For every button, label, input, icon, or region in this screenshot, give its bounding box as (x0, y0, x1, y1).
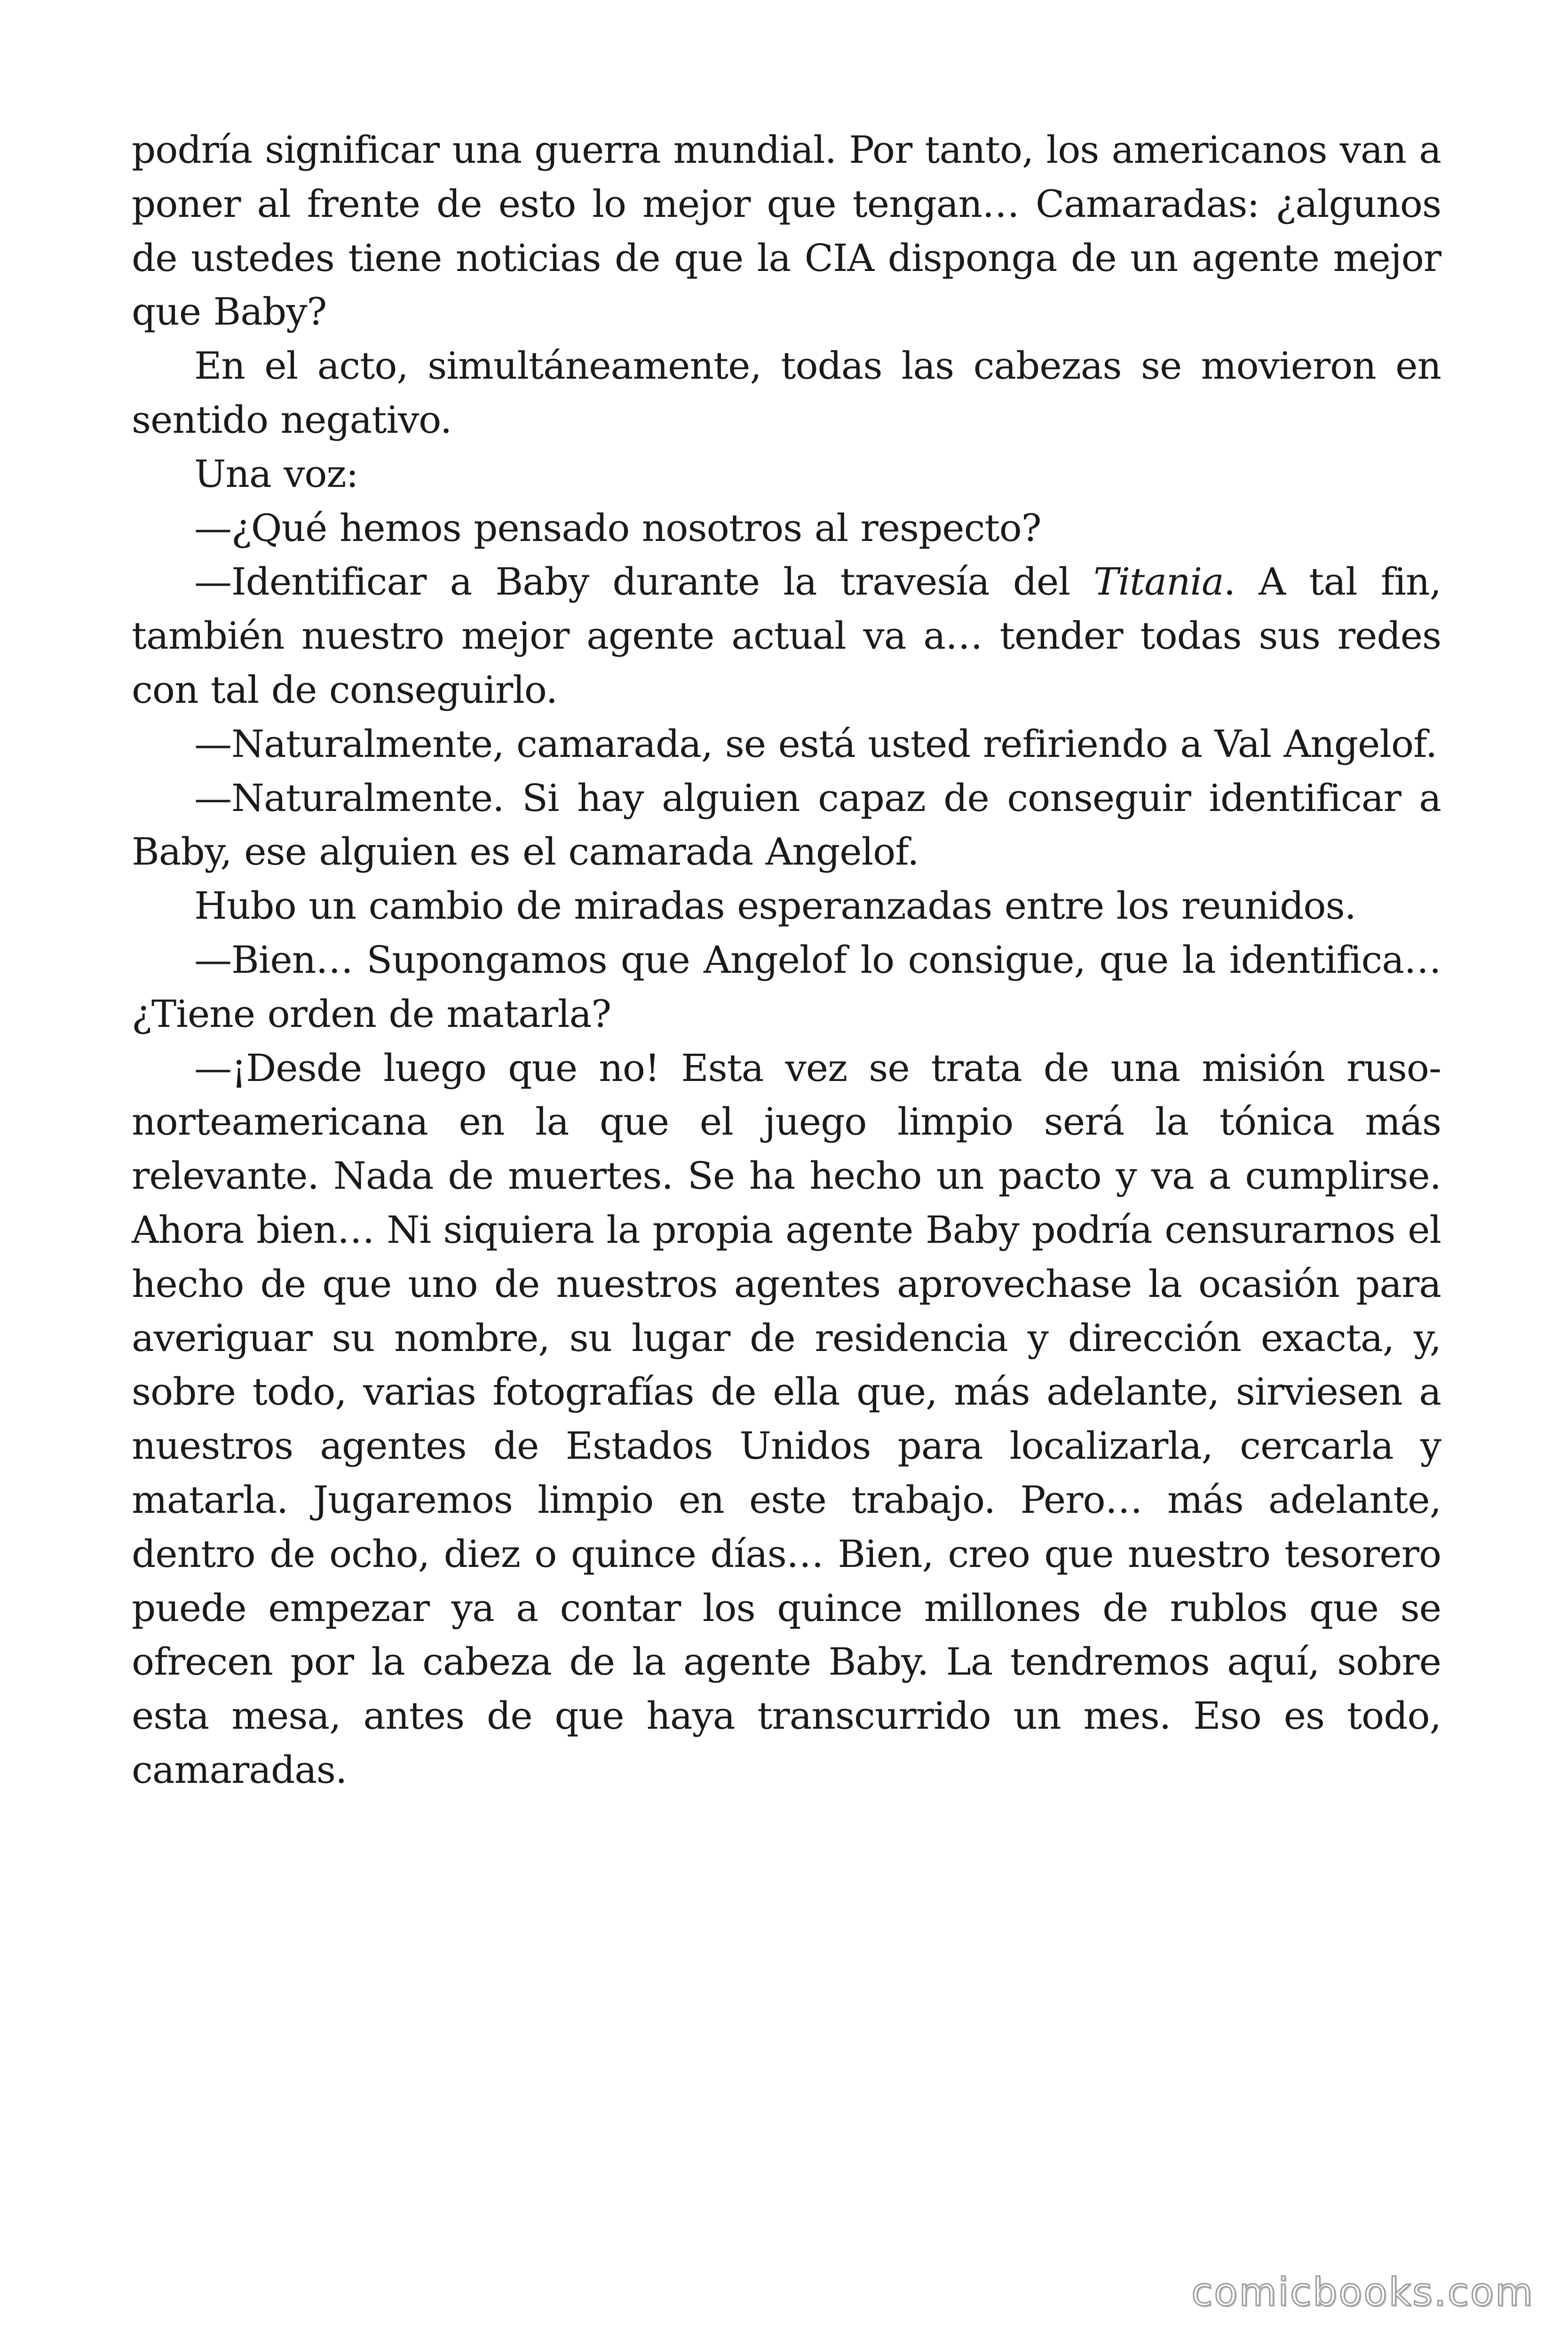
paragraph-1: podría significar una guerra mundial. Por tanto, los americanos van a poner al frente de esto lo mejor que tengan… Camaradas: ¿algunos de ustedes tiene noticias de que la CIA disponga de un agente mejor que Baby? (132, 128, 1441, 334)
paragraph-5 (132, 555, 1441, 717)
watermark-logo: comicbooks.com (1191, 2270, 1534, 2315)
paragraph-5-before: —Identificar a Baby durante la travesía del (194, 560, 1094, 604)
paragraph-8: Hubo un cambio de miradas esperanzadas entre los reunidos. (194, 884, 1356, 928)
paragraph-6: —Naturalmente, camarada, se está usted refiriendo a Val Angelof. (194, 722, 1437, 766)
paragraph-2: En el acto, simultáneamente, todas las cabezas se movieron en sentido negativo. (132, 344, 1441, 442)
paragraph-10: —¡Desde luego que no! Esta vez se trata de una misión ruso-norteamericana en la que el juego limpio será la tónica más relevante. Nada de muertes. Se ha hecho un pacto y va a cumplirse. Ahora bien… Ni siquiera la propia agente Baby podría censurarnos el hecho de que uno de nuestros agentes aprovechase la ocasión para averiguar su nombre, su lugar de residencia y dirección exacta, y, sobre todo, varias fotografías de ella que, más adelante, sirviesen a nuestros agentes de Estados Unidos para localizarla, cercarla y matarla. Jugaremos limpio en este trabajo. Pero… más adelante, dentro de ocho, diez o quince días… Bien, creo que nuestro tesorero puede empezar ya a contar los quince millones de rublos que se ofrecen por la cabeza de la agente Baby. La tendremos aquí, sobre esta mesa, antes de que haya transcurrido un mes. Eso es todo, camaradas. (132, 1046, 1441, 1792)
paragraph-7: —Naturalmente. Si hay alguien capaz de conseguir identificar a Baby, ese alguien es el camarada Angelof. (132, 776, 1441, 874)
body-text (132, 123, 1441, 1797)
paragraph-9: —Bien… Supongamos que Angelof lo consigue, que la identifica… ¿Tiene orden de matarla? (132, 938, 1441, 1036)
paragraph-5-after: . A tal fin, también nuestro mejor agente actual va a… tender todas sus redes con tal de conseguirlo. (132, 560, 1441, 712)
ship-name-italic: Titania (1093, 560, 1224, 604)
paragraph-4: —¿Qué hemos pensado nosotros al respecto? (194, 506, 1041, 550)
paragraph-3: Una voz: (194, 452, 358, 496)
